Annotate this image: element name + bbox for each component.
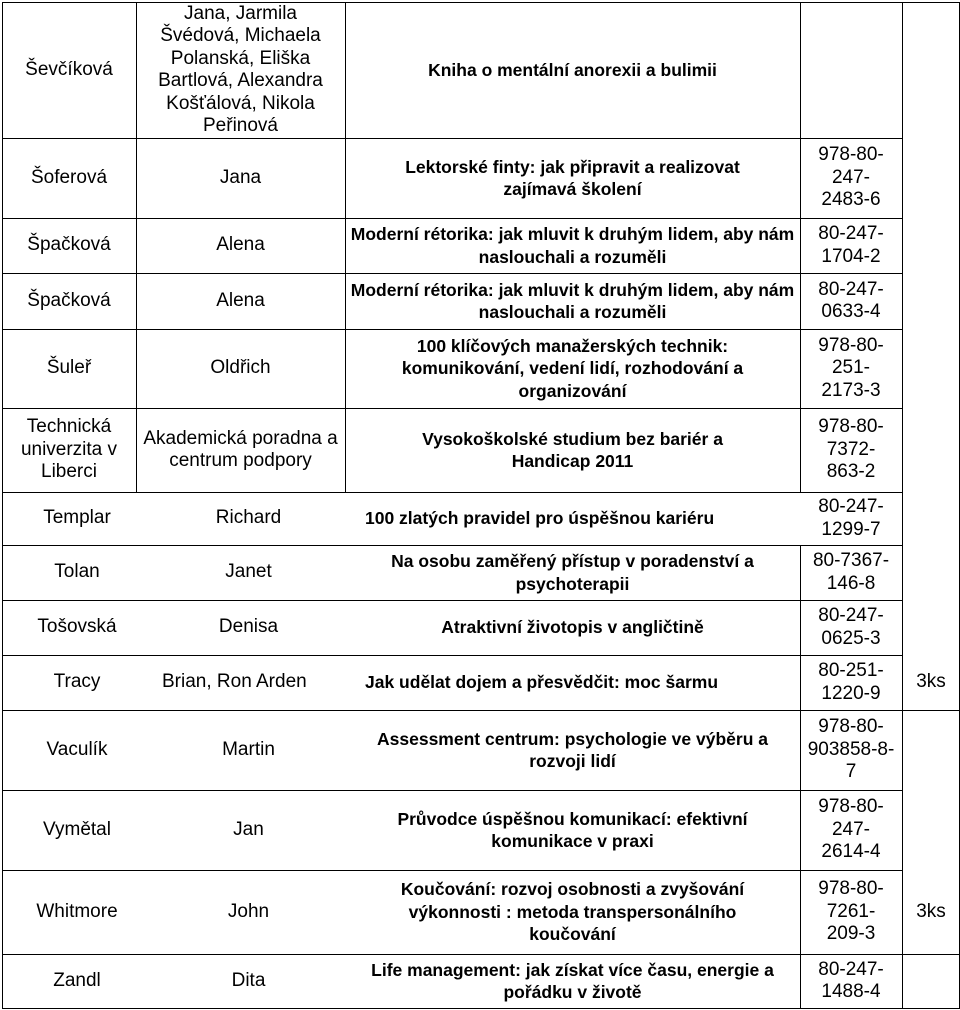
isbn-cell: 80-247-1704-2 [818, 223, 884, 267]
name-cell: Janet [225, 561, 272, 583]
name-cell: Martin [222, 738, 275, 760]
surname-cell: Vymětal [43, 818, 111, 840]
table-border-bottom [2, 1008, 960, 1009]
title-cell: Atraktivní životopis v angličtině [441, 617, 704, 638]
title-cell: Lektorské finty: jak připravit a realizovat zajímavá školení [405, 156, 740, 199]
name-cell: Akademická poradna a centrum podpory [143, 427, 338, 471]
isbn-cell: 978-80-247-2483-6 [818, 144, 884, 211]
surname-cell: Špačková [27, 289, 111, 311]
name-cell: Oldřich [210, 357, 271, 379]
title-cell: Jak udělat dojem a přesvědčit: moc šarmu [365, 672, 719, 693]
name-cell: Dita [231, 969, 266, 991]
title-cell: Vysokoškolské studium bez bariér a Handicap 2011 [422, 428, 723, 471]
surname-cell: Špačková [27, 234, 111, 256]
isbn-cell: 978-80-7261-209-3 [818, 878, 884, 945]
surname-cell: Vaculík [46, 738, 108, 760]
title-cell: Koučování: rozvoj osobnosti a zvyšování výkonnosti : metoda transpersonálního koučování [400, 879, 745, 945]
surname-cell: Templar [43, 507, 111, 529]
surname-cell: Šuleř [46, 357, 92, 379]
name-cell: Richard [215, 507, 282, 529]
title-cell: Life management: jak získat více času, energie a pořádku v životě [371, 959, 774, 1002]
isbn-cell: 80-251-1220-9 [818, 660, 884, 704]
surname-cell: Tracy [53, 671, 101, 693]
isbn-cell: 80-247-0625-3 [818, 605, 884, 649]
title-cell: Kniha o mentální anorexii a bulimii [428, 59, 717, 80]
surname-cell: Šoferová [30, 166, 108, 188]
title-cell: Na osobu zaměřený přístup v poradenství a psychoterapii [391, 551, 754, 594]
name-cell: Jana, Jarmila Švédová, Michaela Polanská, Eliška Bartlová, Alexandra Košťálová, Nikola Peřinová [158, 2, 323, 136]
surname-cell: Ševčíková [25, 58, 113, 80]
quantity-cell: 3ks [916, 900, 946, 922]
column-divider-4 [902, 2, 903, 1008]
quantity-cell: 3ks [916, 671, 946, 693]
title-cell: 100 zlatých pravidel pro úspěšnou kariéru [365, 508, 715, 529]
isbn-cell: 978-80-903858-8-7 [807, 716, 895, 783]
isbn-cell: 80-247-1299-7 [818, 496, 884, 540]
isbn-cell: 80-247-0633-4 [818, 278, 884, 322]
isbn-cell: 80-7367-146-8 [812, 550, 890, 594]
isbn-cell: 978-80-7372-863-2 [818, 416, 884, 483]
surname-cell: Tolan [54, 561, 100, 583]
surname-cell: Technická univerzita v Liberci [20, 416, 118, 483]
name-cell: Denisa [218, 616, 279, 638]
name-cell: Alena [216, 289, 265, 311]
surname-cell: Zandl [53, 969, 101, 991]
name-cell: Alena [216, 234, 265, 256]
name-cell: John [227, 900, 270, 922]
isbn-cell: 80-247-1488-4 [818, 958, 884, 1002]
isbn-cell: 978-80-251-2173-3 [818, 334, 884, 401]
name-cell: Jan [233, 818, 264, 840]
surname-cell: Whitmore [36, 900, 118, 922]
title-cell: Moderní rétorika: jak mluvit k druhým lidem, aby nám naslouchali a rozuměli [350, 279, 795, 322]
title-cell: Průvodce úspěšnou komunikací: efektivní komunikace v praxi [397, 808, 748, 851]
isbn-cell: 978-80-247-2614-4 [818, 796, 884, 863]
title-cell: Assessment centrum: psychologie ve výběru a rozvoji lidí [377, 728, 768, 771]
title-cell: 100 klíčových manažerských technik: komunikování, vedení lidí, rozhodování a organizování [401, 335, 744, 401]
surname-cell: Tošovská [37, 616, 117, 638]
title-cell: Moderní rétorika: jak mluvit k druhým lidem, aby nám naslouchali a rozuměli [350, 224, 795, 267]
name-cell: Jana [219, 166, 262, 188]
name-cell: Brian, Ron Arden [162, 671, 307, 693]
